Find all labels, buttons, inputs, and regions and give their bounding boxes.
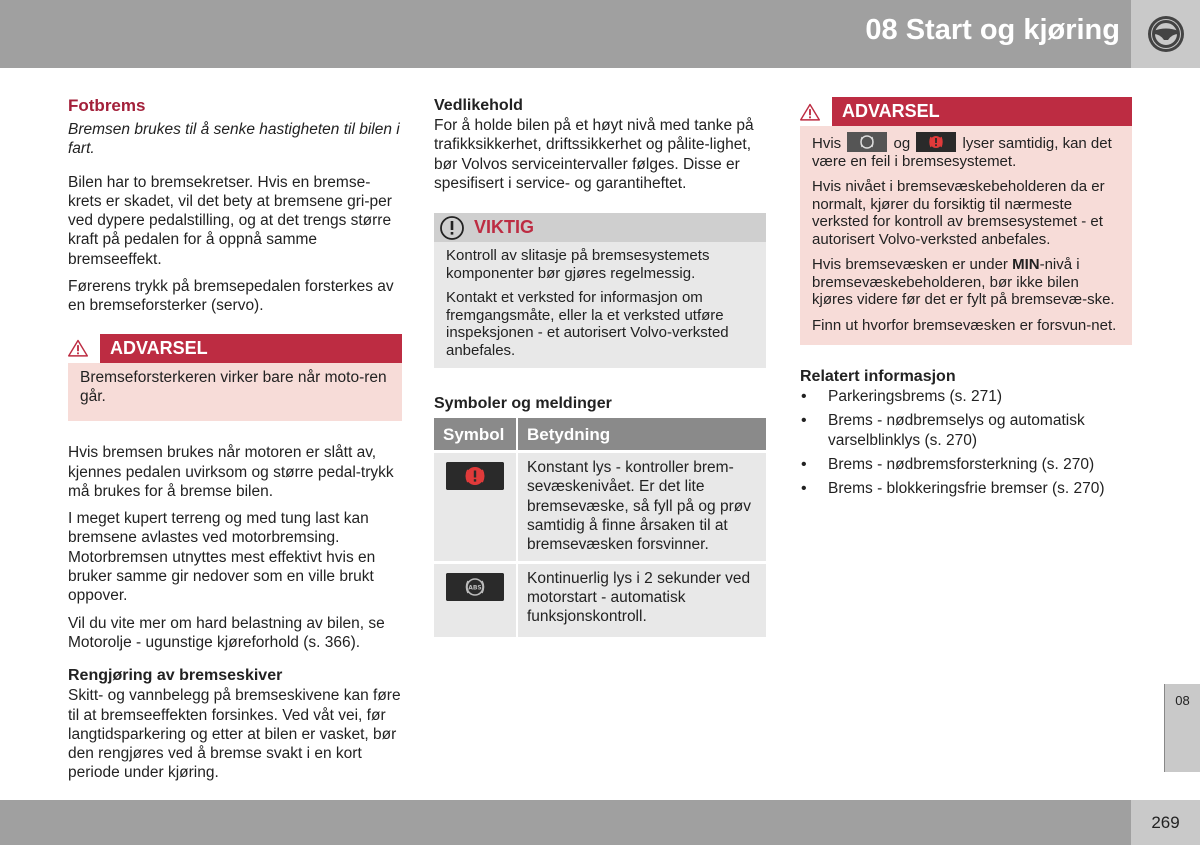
warning-header: [800, 97, 1132, 126]
notice-box: [434, 213, 766, 368]
symbol-table: [434, 418, 766, 636]
notice-text: Kontroll av slitasje på bremsesystemets komponenter bør gjøres regelmessig.: [446, 247, 710, 282]
table-header-symbol: Symbol: [434, 418, 518, 450]
table-header-betydning: Betydning: [518, 418, 766, 450]
page-number: 269: [1131, 800, 1200, 845]
subheading-rengjoring: Rengjøring av bremseskiver: [68, 667, 283, 685]
symbol-cell: [434, 450, 518, 560]
subheading-relatert: Relatert informasjon: [800, 368, 956, 385]
warning-title: ADVARSEL: [110, 337, 208, 358]
notice-title: VIKTIG: [474, 217, 535, 238]
chapter-tab: [1164, 684, 1200, 772]
warning-text: Bremseforsterkeren virker bare når moto-ren går.: [80, 368, 387, 405]
warning-triangle-icon: [68, 334, 100, 363]
warning-header: [68, 334, 402, 363]
warning-text-part: lyser samtidig, kan det være en feil i bremsesystemet.: [812, 135, 1112, 170]
warning-triangle-icon: [800, 97, 832, 126]
related-link[interactable]: • Brems - blokkeringsfrie bremser (s. 270): [800, 479, 1132, 498]
warning-text-part: Hvis bremsevæsken er under: [812, 256, 1008, 273]
warning-text-part: og: [893, 135, 911, 152]
column-right: [800, 96, 1132, 503]
page-header: [0, 0, 1200, 68]
warning-text: Finn ut hvorfor bremsevæsken er forsvun-net.: [812, 316, 1117, 334]
column-left: [68, 96, 402, 791]
paragraph: Skitt- og vannbelegg på bremseskivene kan føre til at bremseeffekten forsinkes. Ved våt vei, før langtidsparkering og etter at bilen er vasket, bør den rengjøres ved å bremse svakt i en kort periode under kjøring.: [68, 687, 401, 782]
page-footer: [0, 800, 1200, 845]
column-middle: [434, 96, 766, 637]
exclamation-icon: [434, 215, 470, 241]
meaning-cell: Konstant lys - kontroller brem-sevæskenivået. Er det lite bremsevæske, så fyll på og prøv samtidig å finne årsaken til at bremsevæsken forsvinner.: [518, 450, 766, 560]
warning-text: Hvis nivået i bremsevæskebeholderen da er normalt, kjører du forsiktig til nærmeste verksted for kontroll av bremsesystemet - et autorisert Volvo-verksted anbefales.: [812, 178, 1105, 248]
warning-text: [812, 256, 1120, 309]
notice-text: Kontakt et verksted for informasjon om fremgangsmåte, eller la et verksted utføre inspeksjonen - et autorisert Volvo-verksted anbefales.: [446, 289, 729, 359]
symbol-cell: [434, 561, 518, 637]
paragraph: Førerens trykk på bremsepedalen forsterkes av en bremseforsterker (servo).: [68, 278, 394, 315]
table-row: [434, 561, 766, 637]
brake-warning-icon: [916, 132, 956, 152]
chapter-tab-label: 08: [1175, 693, 1190, 708]
table-row: [434, 450, 766, 560]
warning-text-part: -nivå i bremsevæskebeholderen, bør ikke bilen kjøres videre før det er fylt på bremsevæ-ske.: [812, 256, 1115, 308]
related-list: [800, 387, 1132, 498]
steering-wheel-icon: [1131, 0, 1200, 68]
paragraph: Vil du vite mer om hard belastning av bilen, se Motorolje - ugunstige kjøreforhold (s. 366).: [68, 614, 385, 651]
warning-box: [68, 334, 402, 422]
subheading-vedlikehold: Vedlikehold: [434, 97, 523, 114]
svg-text:ABS: ABS: [468, 584, 482, 592]
section-heading-fotbrems: Fotbrems: [68, 96, 146, 115]
paragraph: For å holde bilen på et høyt nivå med tanke på trafikksikkerhet, driftssikkerhet og pålite-lighet, bør Volvos serviceintervaller følges. Disse er spesifisert i service- og garantiheftet.: [434, 117, 754, 192]
related-link[interactable]: • Brems - nødbremselys og automatisk varselblinklys (s. 270): [800, 411, 1132, 450]
paragraph: Bilen har to bremsekretser. Hvis en bremse-krets er skadet, vil det bety at bremsene gri-per ved dypere pedalstilling, og at det trengs større kraft på pedalen for å oppnå samme bremseeffekt.: [68, 173, 392, 268]
brake-warning-icon: [446, 462, 504, 490]
abs-icon: [446, 573, 504, 601]
warning-box: [800, 97, 1132, 345]
warning-text-part: Hvis: [812, 135, 842, 152]
related-link[interactable]: • Parkeringsbrems (s. 271): [800, 387, 1132, 406]
warning-title: ADVARSEL: [842, 100, 940, 121]
min-level-label: MIN: [1012, 256, 1040, 273]
chapter-title: 08 Start og kjøring: [865, 14, 1120, 46]
notice-header: [434, 213, 766, 242]
lead-text: Bremsen brukes til å senke hastigheten til bilen i fart.: [68, 121, 400, 158]
related-link[interactable]: • Brems - nødbremsforsterkning (s. 270): [800, 455, 1132, 474]
abs-icon: [847, 132, 887, 152]
meaning-cell: Kontinuerlig lys i 2 sekunder ved motorstart - automatisk funksjonskontroll.: [518, 561, 766, 637]
warning-text: [812, 132, 1120, 170]
paragraph: Hvis bremsen brukes når motoren er slått av, kjennes pedalen uvirksom og større pedal-trykk må brukes for å bremse bilen.: [68, 444, 394, 500]
subheading-symboler: Symboler og meldinger: [434, 395, 612, 413]
paragraph: I meget kupert terreng og med tung last kan bremsene avlastes ved motorbremsing. Motorbremsen utnyttes mest effektivt hvis en bruker samme gir nedover som en ville brukt oppover.: [68, 510, 376, 605]
